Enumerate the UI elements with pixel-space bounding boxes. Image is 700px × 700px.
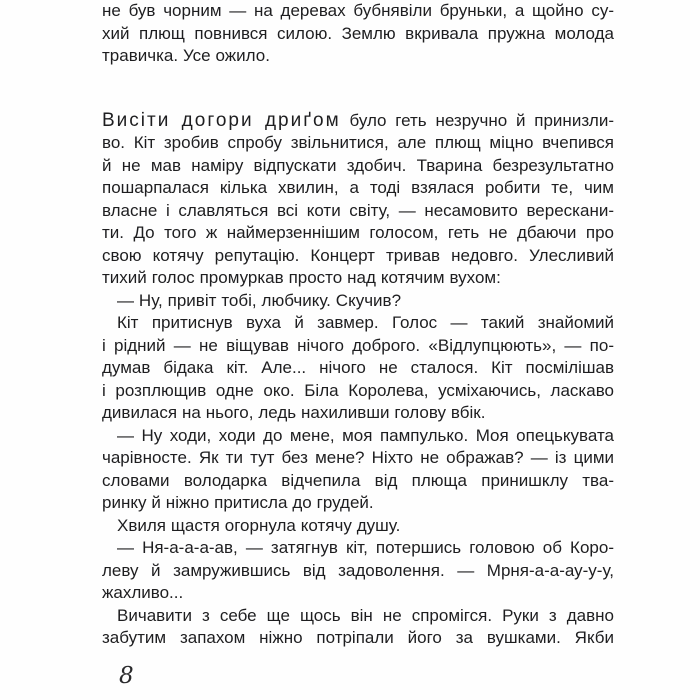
text-line: й не мав наміру відпускати здобич. Тварина безрезультатно	[102, 155, 614, 175]
text-line: і розплющив одне око. Біла Королева, усміхаючись, ласкаво	[102, 380, 614, 400]
text-line: Кіт притиснув вуха й завмер. Голос — такий знайомий	[117, 313, 614, 332]
text-line: пошарпалася кілька хвилин, а тоді взялася робити те, чим	[102, 178, 614, 197]
text-line: дивилася на нього, ледь нахиливши голову вбік.	[102, 403, 486, 422]
text-line: і рідний — не віщував нічого доброго. «Відлупцюють», — по-	[102, 335, 614, 355]
text-line: не був чорним — на деревах бубнявіли бруньки, а щойно су-	[102, 1, 614, 20]
dialogue-line: — Ну ходи, ходи до мене, моя пампулько. Моя опецькувата	[117, 425, 614, 445]
text-line: Хвиля щастя огорнула котячу душу.	[117, 515, 401, 535]
text-line-section-start	[102, 110, 614, 133]
text-line: травичка. Усе ожило.	[102, 46, 270, 65]
dialogue-line: — Ну, привіт тобі, любчику. Скучив?	[117, 290, 402, 310]
dialogue-line: — Ня-а-а-а-ав, — затягнув кіт, потершись головою об Коро-	[117, 538, 614, 557]
text-line: думав бідака кіт. Але... нічого не сталося. Кіт посмілішав	[102, 358, 614, 377]
section-lead-continuation: було геть незручно й принизли-	[340, 110, 614, 130]
page-number: 8	[119, 663, 134, 689]
text-line: ринку й ніжно притисла до грудей.	[102, 493, 374, 512]
text-line: во. Кіт зробив спробу звільнитися, але плющ міцно вчепився	[102, 133, 614, 152]
text-line: ти. До того ж наймерзеннішим голосом, геть не дбаючи про	[102, 223, 614, 242]
section-lead-phrase: Висіти догори дриґом	[102, 109, 341, 131]
text-line: тихий голос промуркав просто над котячим вухом:	[102, 268, 501, 287]
text-line: леву й замружившись від задоволення. — Мрня-а-а-ау-у-у,	[102, 560, 614, 580]
text-line: чарівносте. Як ти тут без мене? Ніхто не ображав? — із цими	[102, 448, 614, 467]
text-line: свою котячу репутацію. Концерт тривав недовго. Улесливий	[102, 245, 614, 265]
text-line: власне і славляться всі коти світу, — несамовито верескани-	[102, 200, 614, 220]
text-line: жахливо...	[102, 583, 184, 602]
text-line: забутим запахом ніжно потріпали його за вушками. Якби	[102, 628, 614, 647]
text-line: Вичавити з себе ще щось він не спромігся. Руки з давно	[117, 605, 614, 625]
text-line: хий плющ повнився силою. Землю вкривала пружна молода	[102, 23, 614, 43]
text-line: словами володарка відчепила від плюща принишклу тва-	[102, 470, 614, 490]
page-text	[102, 0, 614, 650]
